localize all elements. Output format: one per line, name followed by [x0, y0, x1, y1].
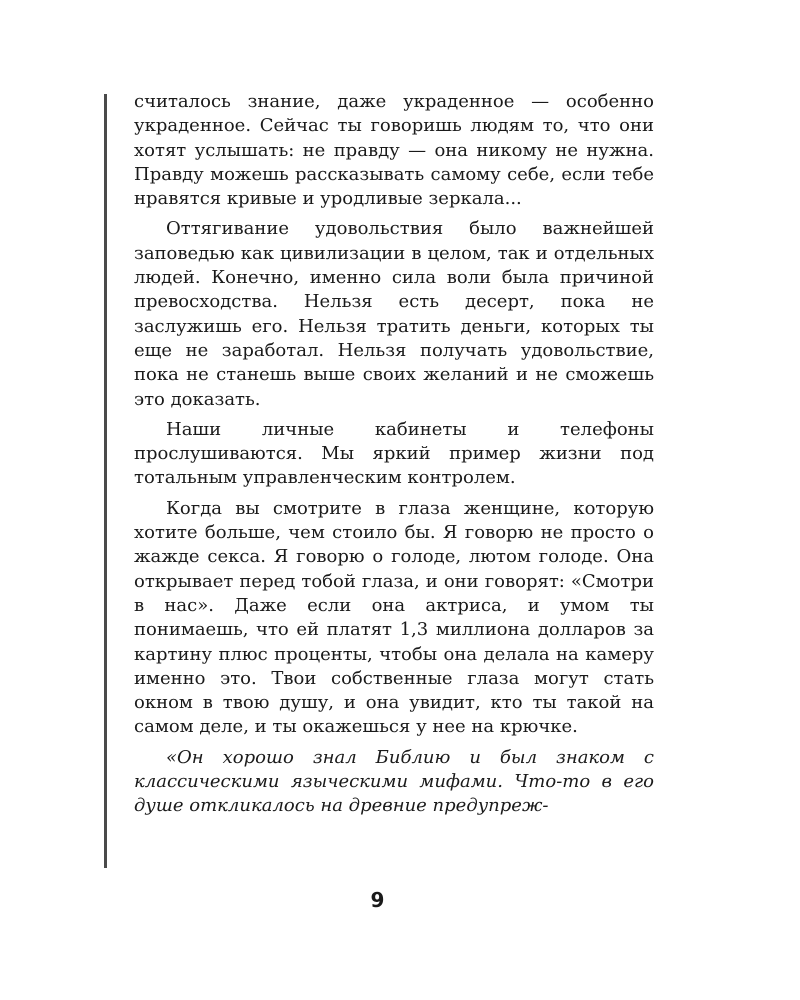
paragraph-delayed-gratification: Оттягивание удовольствия было важнейшей заповедью как цивилизации в целом, так и отдельных людей. Конечно, именно сила воли была причиной превосходства. Нельзя есть десерт, пока не заслужишь его. Нельзя тратить деньги, которых ты еще не заработал. Нельзя получать удовольствие, пока не станешь выше своих желаний и не сможешь это доказать. — [134, 218, 654, 410]
margin-vertical-rule — [104, 94, 107, 868]
paragraph-italic-quote: «Он хорошо знал Библию и был знаком с классическими языческими мифами. Что-то в его душе откликалось на древние предупреж- — [134, 746, 654, 817]
paragraph-eyes-of-woman: Когда вы смотрите в глаза женщине, которую хотите больше, чем стоило бы. Я говорю не просто о жажде секса. Я говорю о голоде, лютом голоде. Она открывает перед тобой глаза, и они говорят: «Смотри в нас». Даже если она актриса, и умом ты понимаешь, что ей платят 1,3 миллиона долларов за картину плюс проценты, чтобы она делала на камеру именно это. Твои собственные глаза могут стать окном в твою душу, и она увидит, кто ты такой на самом деле, и ты окажешься у нее на крючке. — [134, 497, 654, 738]
page-number: 9 — [370, 888, 385, 912]
body-text — [134, 90, 654, 825]
paragraph-surveillance: Наши личные кабинеты и телефоны прослушиваются. Мы яркий пример жизни под тотальным управленческим контролем. — [134, 418, 654, 489]
paragraph-continuation: считалось знание, даже украденное — особенно украденное. Сейчас ты говоришь людям то, что они хотят услышать: не правду — она никому не нужна. Правду можешь рассказывать самому себе, если тебе нравятся кривые и уродливые зеркала... — [134, 91, 654, 210]
